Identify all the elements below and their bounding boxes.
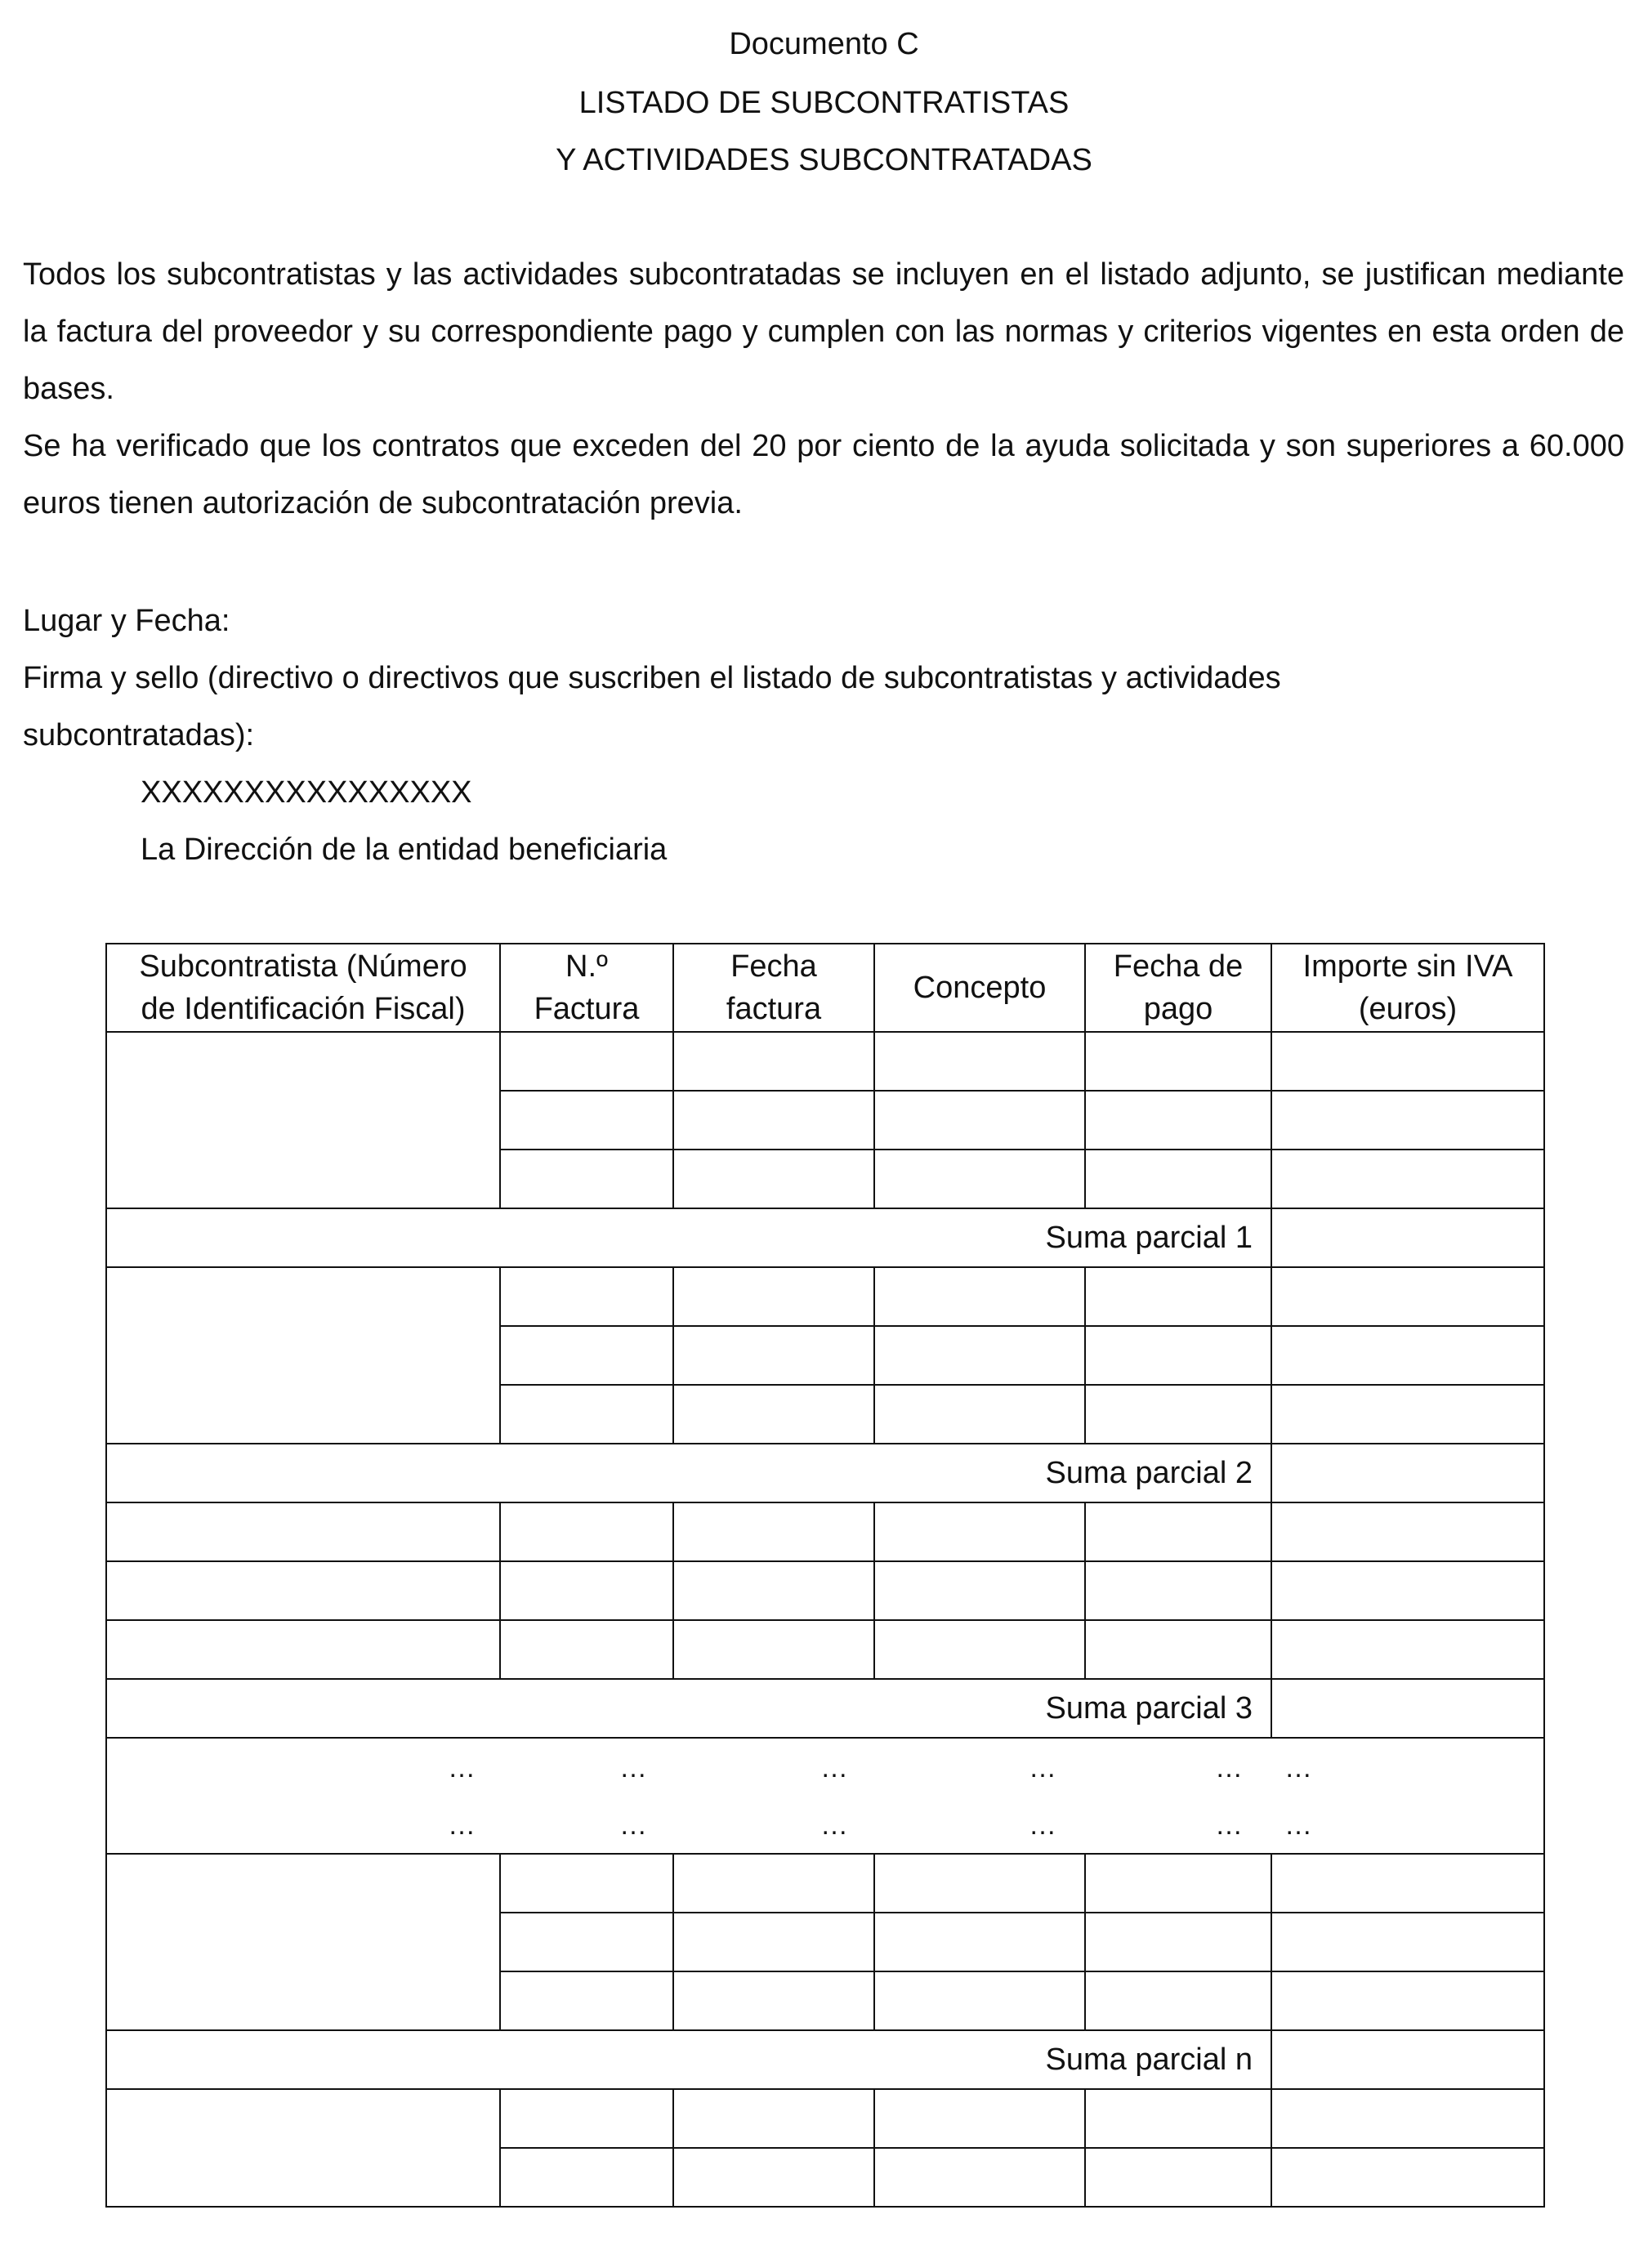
amount-cell[interactable] — [1271, 1091, 1544, 1150]
subtotal-label: Suma parcial n — [106, 2030, 1271, 2089]
concept-cell[interactable] — [874, 1032, 1085, 1091]
invoice-number-cell[interactable] — [500, 1032, 673, 1091]
invoice-number-cell[interactable] — [500, 1385, 673, 1444]
subtotal-row-n — [106, 2030, 1544, 2089]
concept-cell[interactable] — [874, 2089, 1085, 2148]
concept-cell[interactable] — [874, 1913, 1085, 1971]
concept-cell[interactable] — [874, 2148, 1085, 2207]
invoice-date-cell[interactable] — [673, 2089, 874, 2148]
header-payment-date: Fecha de pago — [1085, 944, 1271, 1032]
concept-cell[interactable] — [874, 1971, 1085, 2030]
payment-date-cell[interactable] — [1085, 1502, 1271, 1561]
concept-cell[interactable] — [874, 1561, 1085, 1620]
subcontractor-cell[interactable] — [106, 1032, 500, 1208]
subtotal-label: Suma parcial 2 — [106, 1444, 1271, 1502]
subcontractor-cell[interactable] — [106, 1561, 500, 1620]
paragraph-1-text: Todos los subcontratistas y las actividades subcontratadas se incluyen en el listado adjunto, se justifican mediante la factura del proveedor y su correspondiente pago y cumplen con las normas y criterios vigentes en esta orden de bases. — [23, 257, 1624, 406]
amount-cell[interactable] — [1271, 1267, 1544, 1326]
subcontractor-cell[interactable] — [106, 1854, 500, 2030]
payment-date-cell[interactable] — [1085, 1267, 1271, 1326]
amount-cell[interactable] — [1271, 1385, 1544, 1444]
ellipsis: … — [448, 1752, 476, 1784]
invoice-date-cell[interactable] — [673, 1326, 874, 1385]
invoice-date-cell[interactable] — [673, 1502, 874, 1561]
amount-cell[interactable] — [1271, 1913, 1544, 1971]
payment-date-cell[interactable] — [1085, 1561, 1271, 1620]
payment-date-cell[interactable] — [1085, 1971, 1271, 2030]
invoice-number-cell[interactable] — [500, 1854, 673, 1913]
ellipsis: … — [1284, 1810, 1312, 1841]
invoice-number-cell[interactable] — [500, 2148, 673, 2207]
invoice-number-cell[interactable] — [500, 1561, 673, 1620]
subtotal-amount-cell[interactable] — [1271, 2030, 1544, 2089]
ellipsis: … — [1029, 1810, 1056, 1841]
payment-date-cell[interactable] — [1085, 1913, 1271, 1971]
concept-cell[interactable] — [874, 1267, 1085, 1326]
concept-cell[interactable] — [874, 1620, 1085, 1679]
payment-date-cell[interactable] — [1085, 2148, 1271, 2207]
invoice-date-cell[interactable] — [673, 1854, 874, 1913]
table-header-row — [106, 944, 1544, 1032]
invoice-number-cell[interactable] — [500, 1971, 673, 2030]
ellipsis: … — [820, 1752, 848, 1784]
concept-cell[interactable] — [874, 1502, 1085, 1561]
subcontractor-table — [105, 943, 1545, 2208]
amount-cell[interactable] — [1271, 1561, 1544, 1620]
table-row — [106, 2089, 1544, 2148]
table-row — [106, 1561, 1544, 1620]
invoice-date-cell[interactable] — [673, 1032, 874, 1091]
table-row — [106, 1502, 1544, 1561]
amount-cell[interactable] — [1271, 1150, 1544, 1208]
concept-cell[interactable] — [874, 1091, 1085, 1150]
invoice-number-cell[interactable] — [500, 1913, 673, 1971]
subtotal-label: Suma parcial 1 — [106, 1208, 1271, 1267]
payment-date-cell[interactable] — [1085, 1326, 1271, 1385]
concept-cell[interactable] — [874, 1326, 1085, 1385]
invoice-number-cell[interactable] — [500, 1620, 673, 1679]
amount-cell[interactable] — [1271, 1326, 1544, 1385]
ellipsis: … — [448, 1810, 476, 1841]
subtotal-amount-cell[interactable] — [1271, 1444, 1544, 1502]
table-row — [106, 1267, 1544, 1326]
concept-cell[interactable] — [874, 1385, 1085, 1444]
ellipsis-cell — [106, 1738, 1544, 1854]
payment-date-cell[interactable] — [1085, 1620, 1271, 1679]
subcontractor-cell[interactable] — [106, 1620, 500, 1679]
amount-cell[interactable] — [1271, 2089, 1544, 2148]
ellipsis: … — [1029, 1752, 1056, 1784]
invoice-date-cell[interactable] — [673, 1267, 874, 1326]
header-invoice-date: Fecha factura — [673, 944, 874, 1032]
invoice-number-cell[interactable] — [500, 1502, 673, 1561]
place-date-label: Lugar y Fecha: — [23, 604, 230, 638]
subcontractor-cell[interactable] — [106, 2089, 500, 2207]
invoice-number-cell[interactable] — [500, 1150, 673, 1208]
payment-date-cell[interactable] — [1085, 1854, 1271, 1913]
signer-role: La Dirección de la entidad beneficiaria — [141, 833, 668, 867]
amount-cell[interactable] — [1271, 2148, 1544, 2207]
invoice-date-cell[interactable] — [673, 1913, 874, 1971]
invoice-date-cell[interactable] — [673, 1561, 874, 1620]
payment-date-cell[interactable] — [1085, 2089, 1271, 2148]
subcontractor-cell[interactable] — [106, 1267, 500, 1444]
ellipsis: … — [1215, 1752, 1243, 1784]
header-invoice-number: N.º Factura — [500, 944, 673, 1032]
subtotal-amount-cell[interactable] — [1271, 1208, 1544, 1267]
table-row — [106, 1854, 1544, 1913]
invoice-number-cell[interactable] — [500, 2089, 673, 2148]
amount-cell[interactable] — [1271, 1032, 1544, 1091]
signer-name: XXXXXXXXXXXXXXXX — [141, 775, 472, 810]
table-row — [106, 1032, 1544, 1091]
subtotal-row-3 — [106, 1679, 1544, 1738]
invoice-date-cell[interactable] — [673, 2148, 874, 2207]
subtotal-amount-cell[interactable] — [1271, 1679, 1544, 1738]
header-subcontractor: Subcontratista (Número de Identificación Fiscal) — [106, 944, 500, 1032]
header-concept: Concepto — [874, 944, 1085, 1032]
payment-date-cell[interactable] — [1085, 1032, 1271, 1091]
invoice-date-cell[interactable] — [673, 1620, 874, 1679]
amount-cell[interactable] — [1271, 1620, 1544, 1679]
document-label: Documento C — [729, 27, 919, 61]
signature-label-line-1: Firma y sello (directivo o directivos que suscriben el listado de subcontratistas y actividades — [23, 661, 1281, 695]
amount-cell[interactable] — [1271, 1502, 1544, 1561]
header-amount: Importe sin IVA (euros) — [1271, 944, 1544, 1032]
payment-date-cell[interactable] — [1085, 1091, 1271, 1150]
invoice-date-cell[interactable] — [673, 1091, 874, 1150]
payment-date-cell[interactable] — [1085, 1150, 1271, 1208]
invoice-number-cell[interactable] — [500, 1267, 673, 1326]
invoice-date-cell[interactable] — [673, 1150, 874, 1208]
invoice-date-cell[interactable] — [673, 1385, 874, 1444]
paragraph-2-text: Se ha verificado que los contratos que exceden del 20 por ciento de la ayuda solicitada y son superiores a 60.000 euros tienen autorización de subcontratación previa. — [23, 429, 1624, 520]
table-row — [106, 1620, 1544, 1679]
document-title-line-2: Y ACTIVIDADES SUBCONTRATADAS — [556, 143, 1092, 177]
ellipsis: … — [619, 1752, 647, 1784]
document-title-line-1: LISTADO DE SUBCONTRATISTAS — [578, 86, 1070, 120]
concept-cell[interactable] — [874, 1854, 1085, 1913]
ellipsis: … — [619, 1810, 647, 1841]
subcontractor-cell[interactable] — [106, 1502, 500, 1561]
amount-cell[interactable] — [1271, 1971, 1544, 2030]
invoice-date-cell[interactable] — [673, 1971, 874, 2030]
subtotal-row-1 — [106, 1208, 1544, 1267]
ellipsis: … — [1215, 1810, 1243, 1841]
paragraph-verification — [23, 417, 1624, 532]
paragraph-justification — [23, 246, 1624, 417]
amount-cell[interactable] — [1271, 1854, 1544, 1913]
ellipsis-row — [106, 1738, 1544, 1854]
signature-label-line-2: subcontratadas): — [23, 718, 255, 752]
ellipsis: … — [820, 1810, 848, 1841]
subtotal-label: Suma parcial 3 — [106, 1679, 1271, 1738]
invoice-number-cell[interactable] — [500, 1091, 673, 1150]
invoice-number-cell[interactable] — [500, 1326, 673, 1385]
payment-date-cell[interactable] — [1085, 1385, 1271, 1444]
ellipsis: … — [1284, 1752, 1312, 1784]
concept-cell[interactable] — [874, 1150, 1085, 1208]
subtotal-row-2 — [106, 1444, 1544, 1502]
